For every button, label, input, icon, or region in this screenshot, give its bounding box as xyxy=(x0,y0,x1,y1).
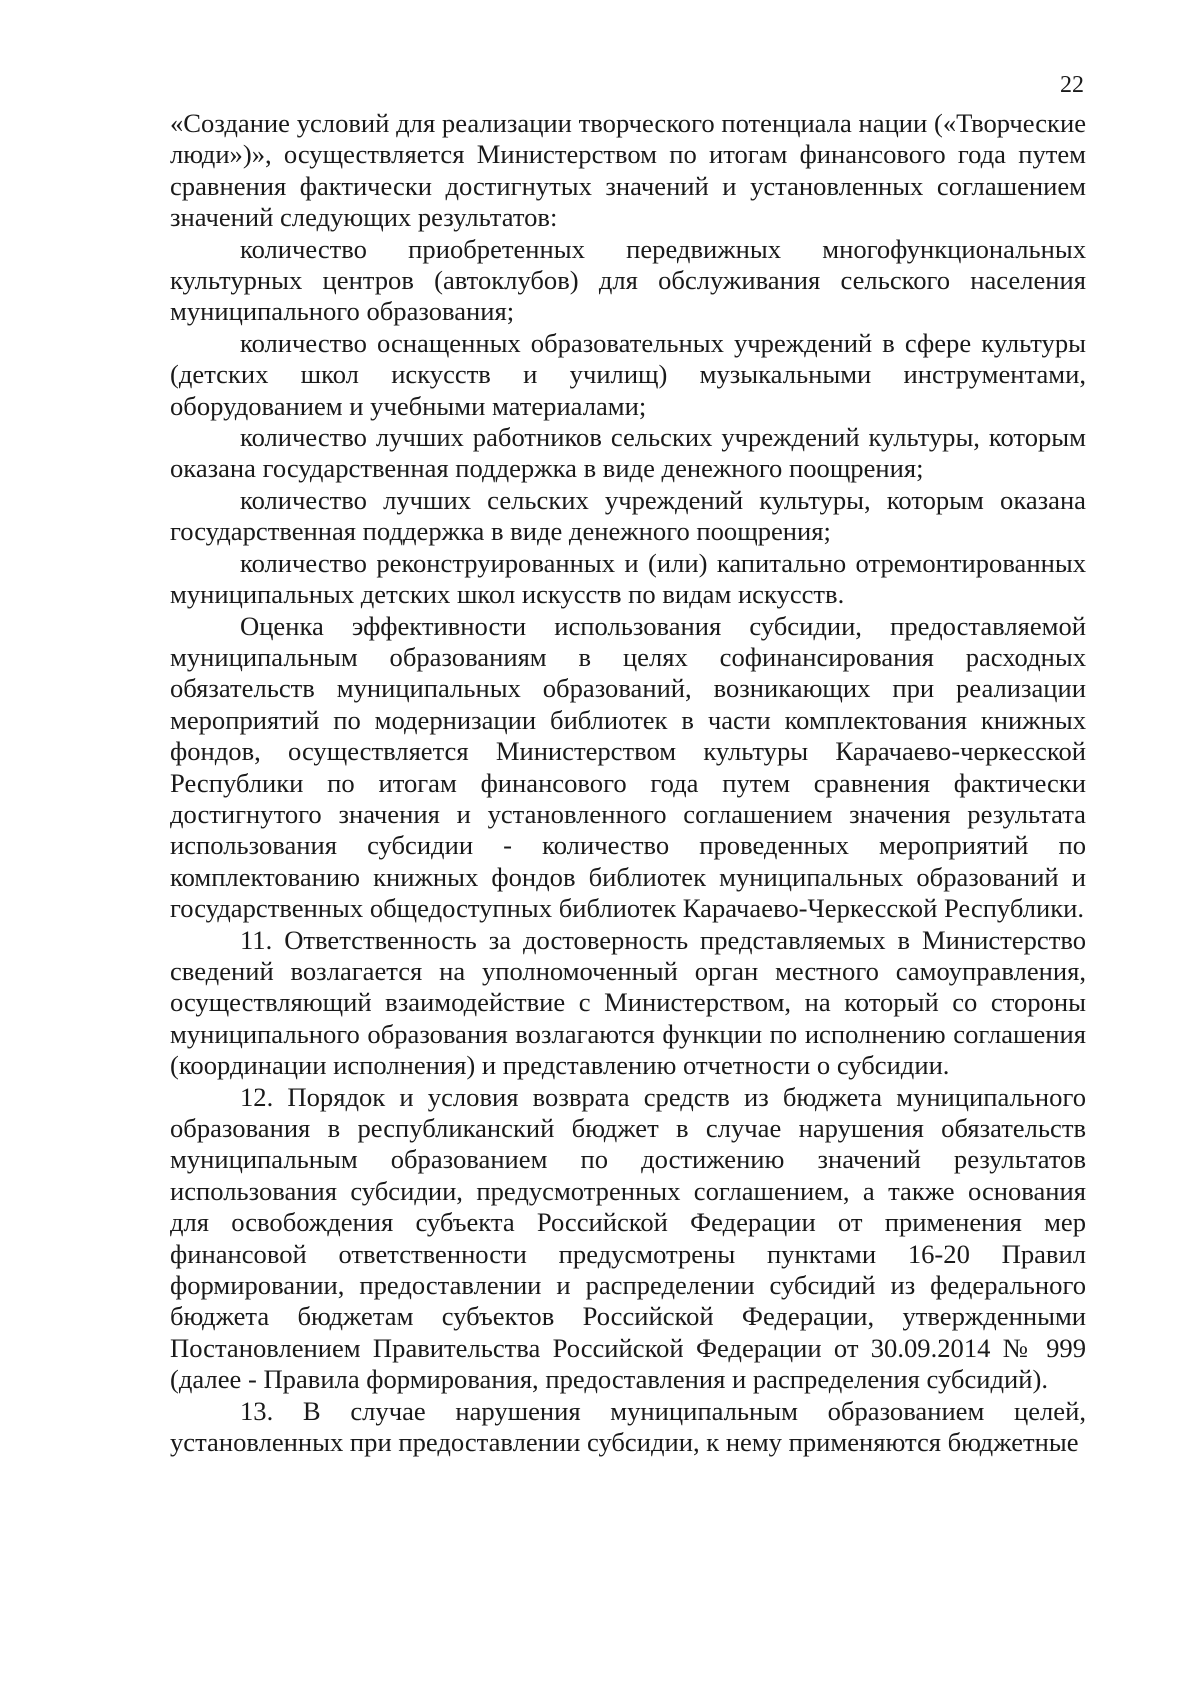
paragraph-result-item: количество оснащенных образовательных учреждений в сфере культуры (детских школ искусств и училищ) музыкальными инструментами, оборудованием и учебными материалами; xyxy=(170,327,1086,421)
paragraph-clause-13: 13. В случае нарушения муниципальным образованием целей, установленных при предоставлении субсидии, к нему применяются бюджетные xyxy=(170,1395,1086,1458)
page-number: 22 xyxy=(1060,72,1084,98)
paragraph-clause-12: 12. Порядок и условия возврата средств из бюджета муниципального образования в республиканский бюджет в случае нарушения обязательств муниципальным образованием по достижению значений результатов использования субсидии, предусмотренных соглашением, а также основания для освобождения субъекта Российской Федерации от применения мер финансовой ответственности предусмотрены пунктами 16-20 Правил формировании, предоставлении и распределении субсидий из федерального бюджета бюджетам субъектов Российской Федерации, утвержденными Постановлением Правительства Российской Федерации от 30.09.2014 № 999 (далее - Правила формирования, предоставления и распределения субсидий). xyxy=(170,1081,1086,1395)
paragraph-result-item: количество приобретенных передвижных многофункциональных культурных центров (автоклубов) для обслуживания сельского населения муниципального образования; xyxy=(170,233,1086,327)
paragraph-continuation: «Создание условий для реализации творческого потенциала нации («Творческие люди»)», осуществляется Министерством по итогам финансового года путем сравнения фактически достигнутых значений и установленных соглашением значений следующих результатов: xyxy=(170,108,1086,233)
paragraph-result-item: количество реконструированных и (или) капитально отремонтированных муниципальных детских школ искусств по видам искусств. xyxy=(170,547,1086,610)
paragraph-result-item: количество лучших работников сельских учреждений культуры, которым оказана государственная поддержка в виде денежного поощрения; xyxy=(170,422,1086,484)
document-body xyxy=(170,108,1086,1458)
paragraph-clause-11: 11. Ответственность за достоверность представляемых в Министерство сведений возлагается на уполномоченный орган местного самоуправления, осуществляющий взаимодействие с Министерством, на который со стороны муниципального образования возлагаются функции по исполнению соглашения (координации исполнения) и представлению отчетности о субсидии. xyxy=(170,924,1086,1081)
paragraph-result-item: количество лучших сельских учреждений культуры, которым оказана государственная поддержка в виде денежного поощрения; xyxy=(170,484,1086,547)
paragraph-library-evaluation: Оценка эффективности использования субсидии, предоставляемой муниципальным образованиям в целях софинансирования расходных обязательств муниципальных образований, возникающих при реализации мероприятий по модернизации библиотек в части комплектования книжных фондов, осуществляется Министерством культуры Карачаево-черкесской Республики по итогам финансового года путем сравнения фактически достигнутого значения и установленного соглашением значения результата использования субсидии - количество проведенных мероприятий по комплектованию книжных фондов библиотек муниципальных образований и государственных общедоступных библиотек Карачаево-Черкесской Республики. xyxy=(170,610,1086,924)
